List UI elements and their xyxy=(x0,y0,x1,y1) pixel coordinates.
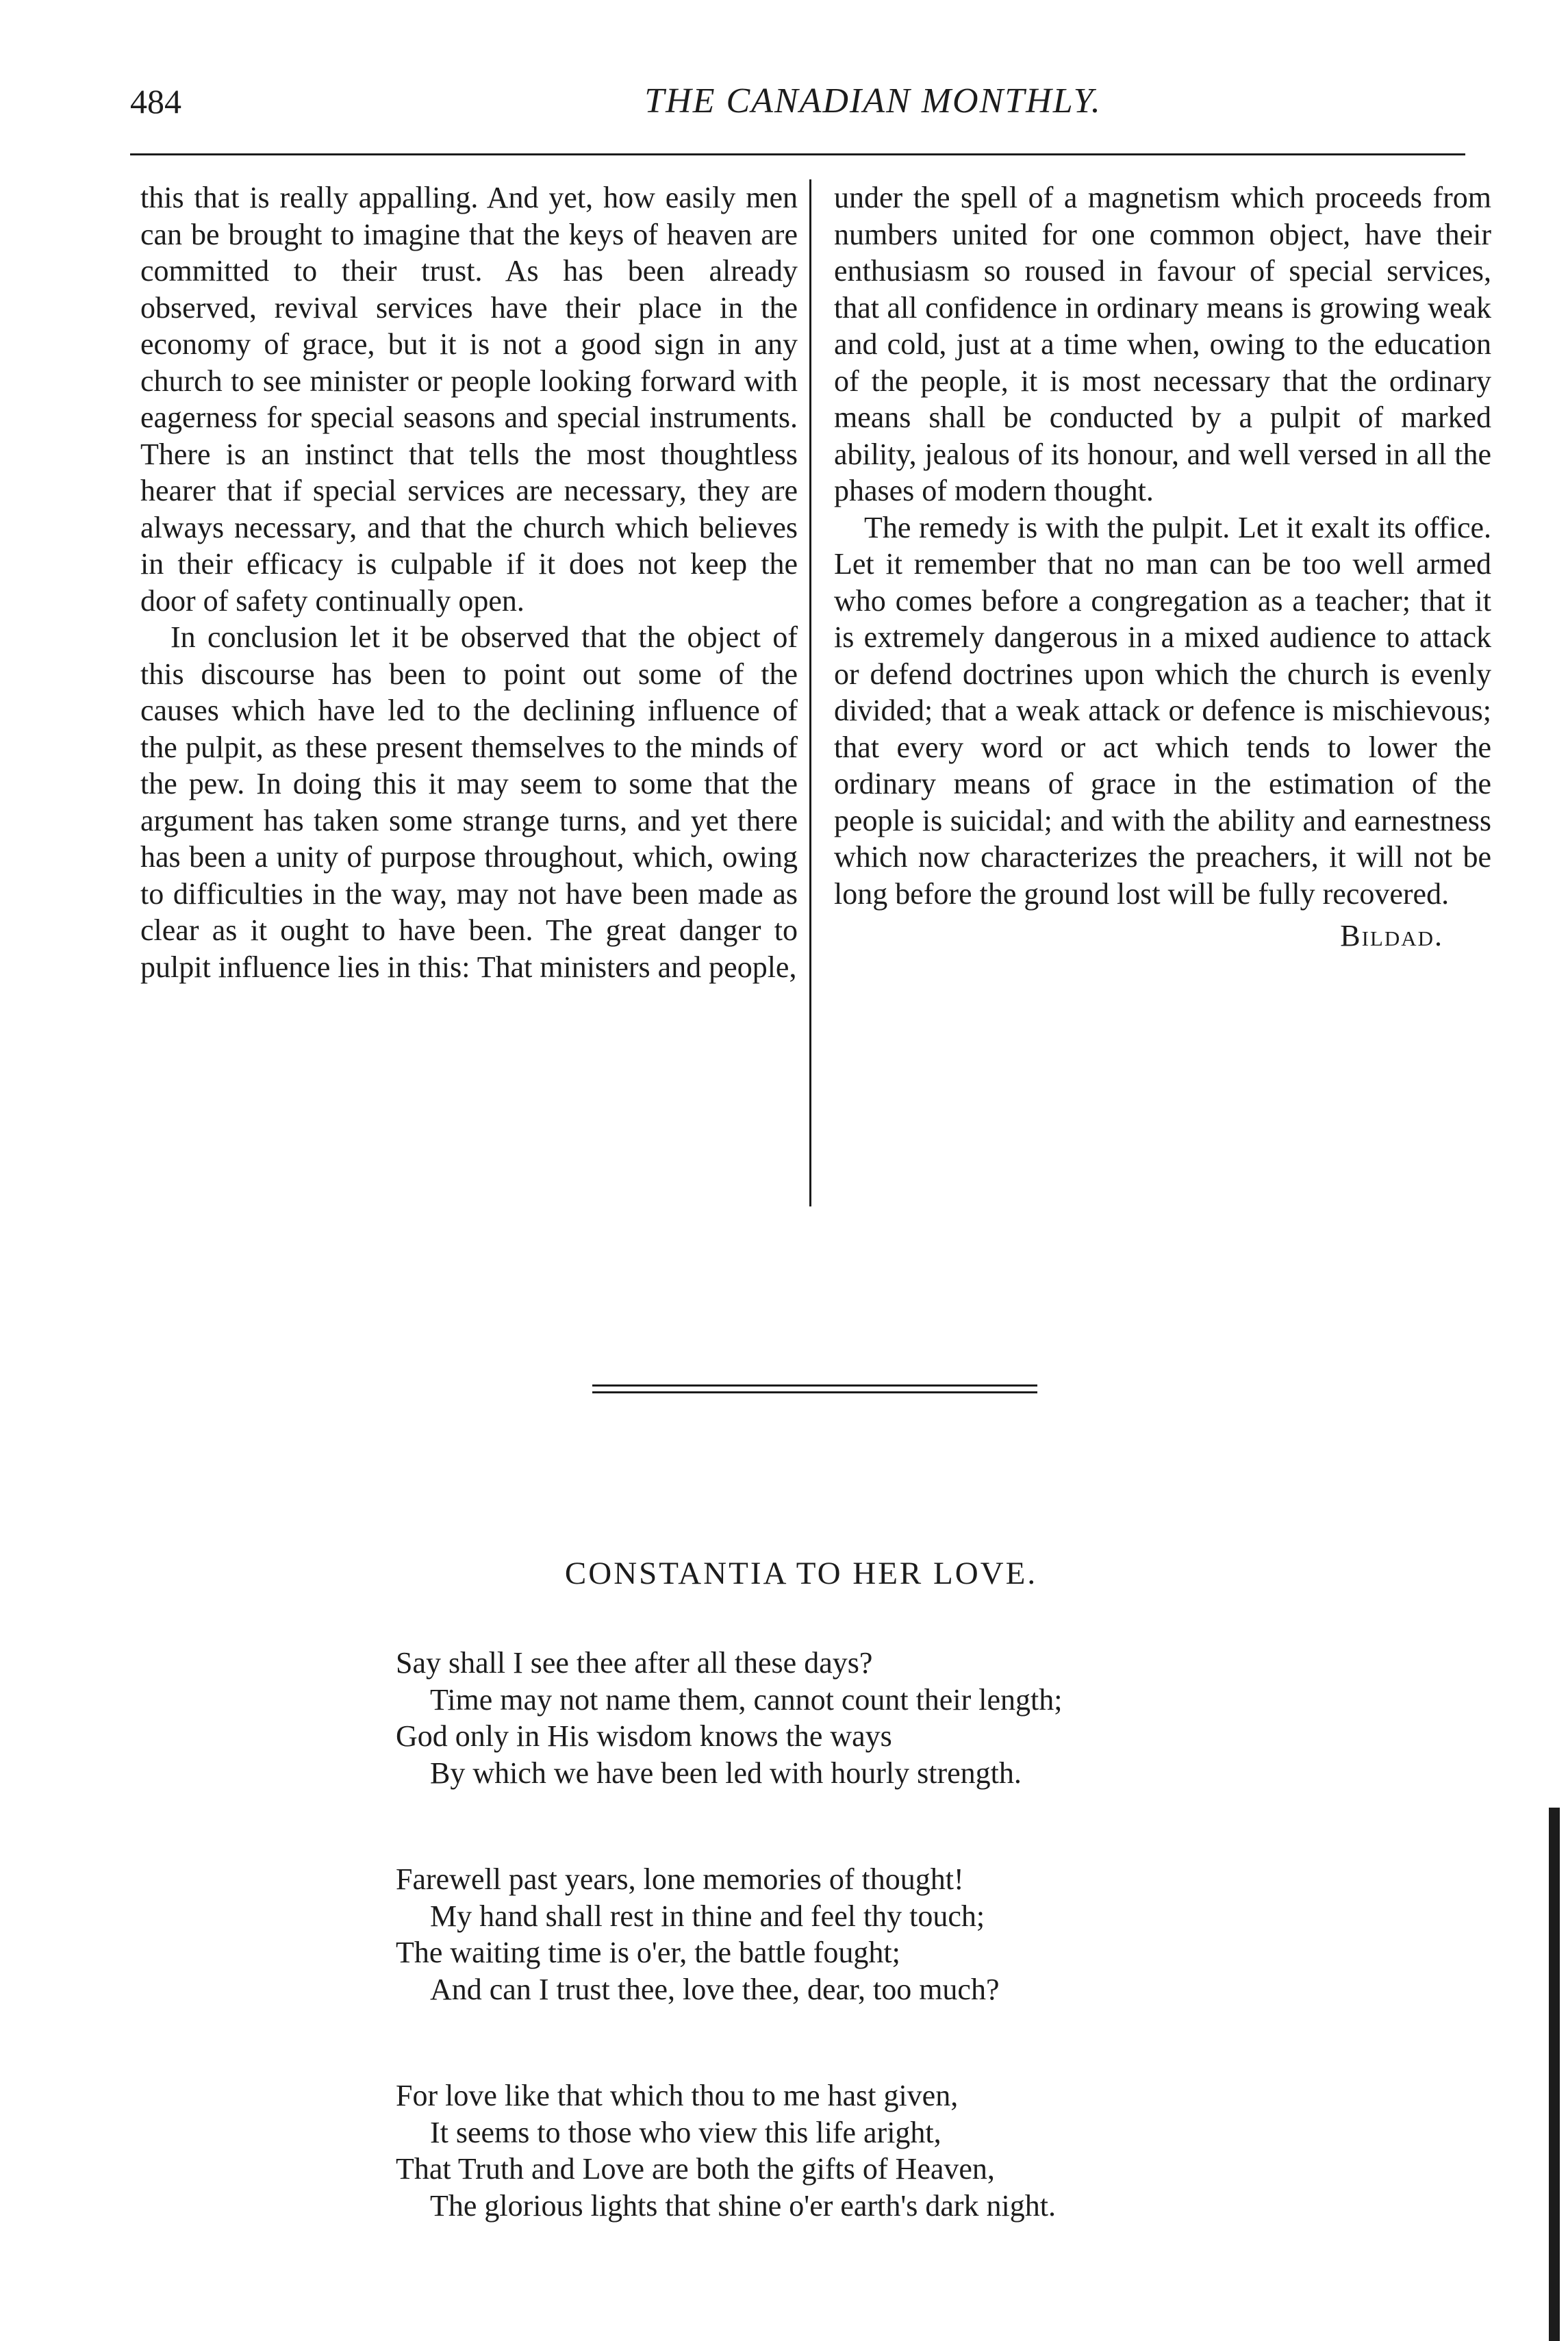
poem-line: Time may not name them, cannot count their length; xyxy=(430,1682,1063,1717)
article-paragraph: this that is really appalling. And yet, how easily men can be brought to imagine that the keys of heaven are committed to their trust. As has been already observed, revival services have their place in the economy of grace, but it is not a good sign in any church to see minister or people looking forward with eagerness for special seasons and special instruments. There is an instinct that tells the most thoughtless hearer that if special services are necessary, they are always necessary, and that the church which believes in their efficacy is culpable if it does not keep the door of safety continually open. xyxy=(140,181,798,618)
author-signature: Bildad. xyxy=(1340,919,1443,952)
poem-stanza xyxy=(396,1861,1354,2008)
poem-line: And can I trust thee, love thee, dear, too much? xyxy=(430,1972,1000,2006)
poem-line: It seems to those who view this life aright, xyxy=(430,2115,941,2149)
poem-line: That Truth and Love are both the gifts of Heaven, xyxy=(396,2152,995,2186)
article-left-column xyxy=(140,179,798,985)
article-paragraph: In conclusion let it be observed that the object of this discourse has been to point out some of the causes which have led to the declining influence of the pulpit, as these present themselves to the minds of the pew. In doing this it may seem to some that the argument has taken some strange turns, and yet there has been a unity of purpose throughout, which, owing to difficulties in the way, may not have been made as clear as it ought to have been. The great danger to pulpit influence lies in this: That ministers and people, xyxy=(140,620,798,984)
poem-line: By which we have been led with hourly strength. xyxy=(430,1756,1022,1790)
column-rule xyxy=(809,179,811,1206)
article-right-column xyxy=(834,179,1491,954)
poem-line: Say shall I see thee after all these days? xyxy=(396,1646,873,1680)
page-number: 484 xyxy=(130,82,181,121)
poem-title: CONSTANTIA TO HER LOVE. xyxy=(564,1556,1038,1591)
poem-line: Farewell past years, lone memories of thought! xyxy=(396,1862,964,1896)
poem-stanza xyxy=(396,1645,1354,1791)
poem-line: The glorious lights that shine o'er earth's dark night. xyxy=(430,2188,1057,2223)
divider-rule xyxy=(592,1391,1037,1393)
poem-line: The waiting time is o'er, the battle fought; xyxy=(396,1936,900,1969)
running-head: THE CANADIAN MONTHLY. xyxy=(644,81,1102,121)
poem-stanza xyxy=(396,2077,1354,2224)
poem-line: God only in His wisdom knows the ways xyxy=(396,1719,892,1753)
divider-rule xyxy=(592,1384,1037,1387)
header-rule xyxy=(130,153,1465,155)
article-paragraph: The remedy is with the pulpit. Let it exalt its office. Let it remember that no man can be too well armed who comes before a congregation as a teacher; that it is extremely dangerous in a mixed audience to attack or defend doctrines upon which the church is evenly divided; that a weak attack or defence is mischievous; that every word or act which tends to lower the ordinary means of grace in the estimation of the people is suicidal; and with the ability and earnestness which now characterizes the preachers, it will not be long before the ground lost will be fully recovered. xyxy=(834,510,1491,911)
poem-line: My hand shall rest in thine and feel thy touch; xyxy=(430,1899,985,1933)
article-paragraph: under the spell of a magnetism which proceeds from numbers united for one common object, have their enthusiasm so roused in favour of special services, that all confidence in ordinary means is growing weak and cold, just at a time when, owing to the education of the people, it is most necessary that the ordinary means shall be conducted by a pulpit of marked ability, jealous of its honour, and well versed in all the phases of modern thought. xyxy=(834,181,1491,507)
poem xyxy=(396,1645,1354,2294)
page-edge-shadow xyxy=(1549,1808,1560,2341)
poem-line: For love like that which thou to me hast given, xyxy=(396,2079,959,2112)
section-divider xyxy=(592,1384,1037,1398)
